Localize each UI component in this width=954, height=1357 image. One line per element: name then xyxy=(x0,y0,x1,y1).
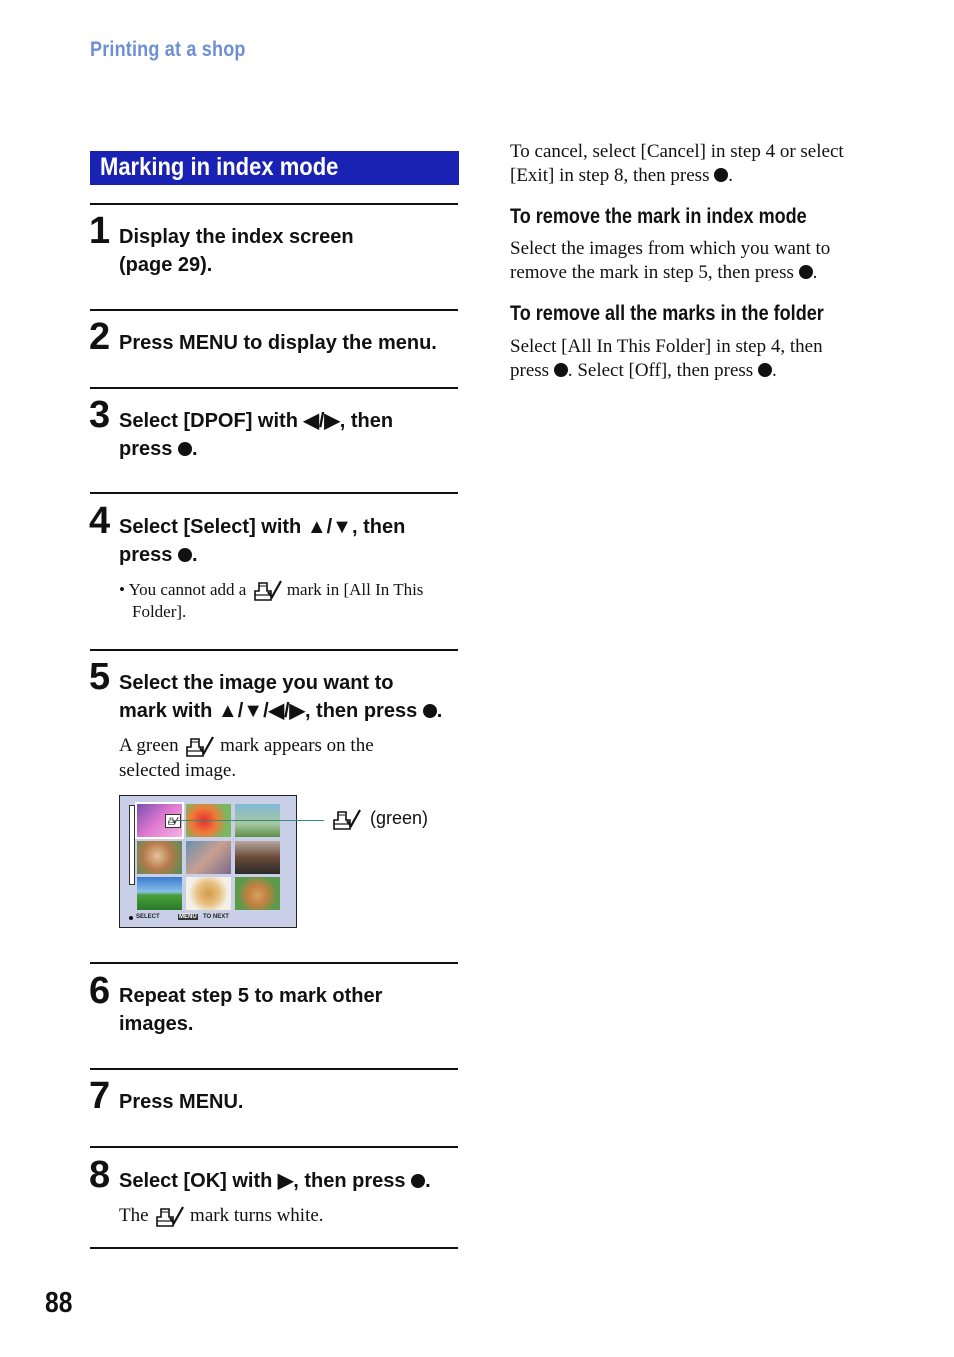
print-mark-icon xyxy=(251,579,283,603)
cancel-text: [Exit] in step 8, then press . xyxy=(510,165,733,186)
page-number: 88 xyxy=(45,1287,73,1319)
cancel-text: To cancel, select [Cancel] in step 4 or select xyxy=(510,141,844,162)
callout-label: (green) xyxy=(370,808,429,828)
thumbnail-image xyxy=(186,841,231,874)
running-header: Printing at a shop xyxy=(90,38,246,61)
print-mark-icon xyxy=(165,814,181,828)
step-number: 2 xyxy=(89,316,111,358)
note-text: Folder]. xyxy=(132,602,187,621)
step-text: Select [DPOF] with ◀/▶, then xyxy=(119,410,394,432)
step-divider xyxy=(90,1068,458,1070)
step-divider xyxy=(90,962,458,964)
step-divider xyxy=(90,649,458,651)
center-button-icon xyxy=(554,363,568,377)
center-button-icon xyxy=(178,442,192,456)
center-button-icon xyxy=(411,1174,425,1188)
step-text: Select [OK] with ▶, then press . xyxy=(119,1170,431,1192)
section-title: Marking in index mode xyxy=(100,153,339,181)
description-text: A green mark appears on the xyxy=(119,734,374,759)
print-mark-icon xyxy=(330,808,362,832)
step-divider xyxy=(90,1146,458,1148)
center-button-icon xyxy=(178,548,192,562)
step-number: 6 xyxy=(89,970,111,1012)
center-button-icon xyxy=(758,363,772,377)
body-text: remove the mark in step 5, then press . xyxy=(510,262,818,283)
step-number: 7 xyxy=(89,1075,111,1117)
step-text: Repeat step 5 to mark other xyxy=(119,985,383,1007)
step-number: 3 xyxy=(89,394,111,436)
step-number: 1 xyxy=(89,210,111,252)
body-text: press . Select [Off], then press . xyxy=(510,360,777,381)
step-divider xyxy=(90,309,458,311)
step-text: mark with ▲/▼/◀/▶, then press . xyxy=(119,700,443,722)
center-button-icon xyxy=(129,916,133,920)
menu-label: MENU xyxy=(179,914,197,920)
thumbnail-image xyxy=(235,841,280,874)
index-screen-illustration xyxy=(119,795,297,928)
body-text: Select the images from which you want to xyxy=(510,238,831,259)
step-divider xyxy=(90,1247,458,1249)
step-text: (page 29). xyxy=(119,254,213,276)
center-button-icon xyxy=(714,168,728,182)
thumbnail-image xyxy=(137,841,182,874)
step-text: Select the image you want to xyxy=(119,672,394,694)
thumbnail-image xyxy=(137,877,182,910)
thumbnail-image xyxy=(235,877,280,910)
step-divider xyxy=(90,203,458,205)
print-mark-icon xyxy=(153,1205,185,1229)
step-text: Press MENU. xyxy=(119,1091,244,1113)
thumbnail-image xyxy=(186,877,231,910)
step-text: Select [Select] with ▲/▼, then xyxy=(119,516,406,538)
callout-leader-line xyxy=(172,820,324,821)
description-text: selected image. xyxy=(119,760,237,781)
note-text: • You cannot add a mark in [All In This xyxy=(119,579,423,603)
center-button-icon xyxy=(423,704,437,718)
center-button-icon xyxy=(799,265,813,279)
step-text: Display the index screen xyxy=(119,226,354,248)
subheading-remove-all-marks: To remove all the marks in the folder xyxy=(510,302,824,325)
step-divider xyxy=(90,492,458,494)
description-text: The mark turns white. xyxy=(119,1204,324,1229)
select-label: SELECT xyxy=(136,914,160,920)
to-next-label: TO NEXT xyxy=(203,914,229,920)
step-text: press . xyxy=(119,438,198,460)
step-number: 4 xyxy=(89,500,111,542)
step-number: 8 xyxy=(89,1154,111,1196)
step-text: press . xyxy=(119,544,198,566)
section-title-bar xyxy=(90,151,459,185)
body-text: Select [All In This Folder] in step 4, then xyxy=(510,336,823,357)
subheading-remove-mark: To remove the mark in index mode xyxy=(510,205,807,228)
step-text: Press MENU to display the menu. xyxy=(119,332,437,354)
print-mark-icon xyxy=(183,735,215,759)
step-text: images. xyxy=(119,1013,194,1035)
step-divider xyxy=(90,387,458,389)
step-number: 5 xyxy=(89,656,111,698)
